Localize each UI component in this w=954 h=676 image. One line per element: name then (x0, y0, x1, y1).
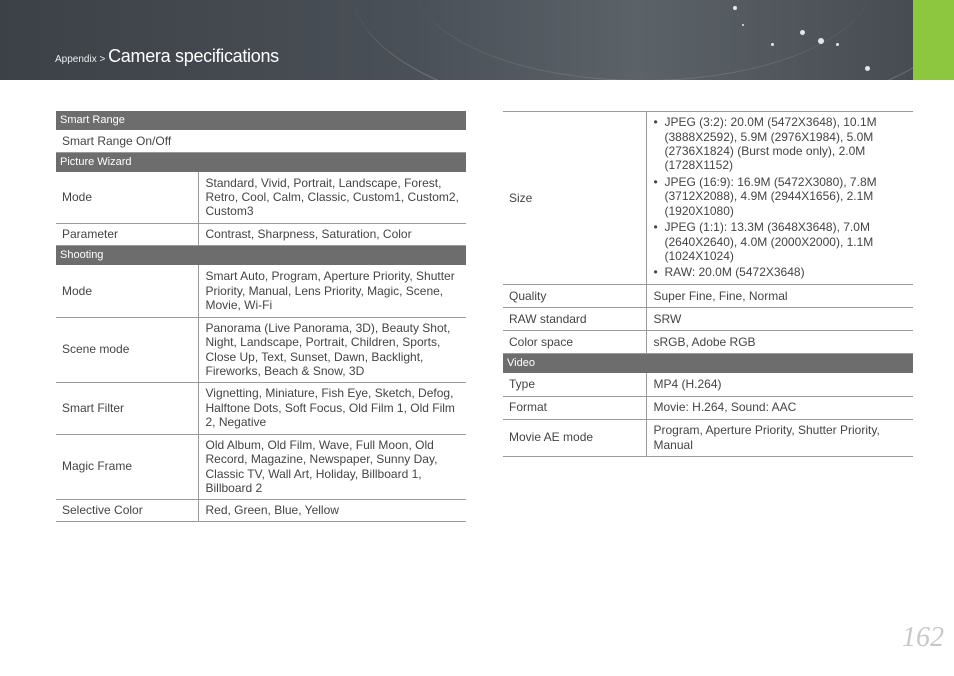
table-row (56, 172, 466, 224)
decorative-sparkle (836, 43, 839, 46)
decorative-sparkle (771, 43, 774, 46)
row-label: Movie AE mode (503, 419, 646, 456)
table-row (56, 317, 466, 382)
row-label: Selective Color (56, 499, 198, 521)
row-value: Contrast, Sharpness, Saturation, Color (198, 224, 466, 246)
table-row (503, 396, 913, 419)
table-row (56, 499, 466, 521)
section-header (503, 354, 913, 374)
row-label: Quality (503, 285, 646, 308)
row-value: Movie: H.264, Sound: AAC (646, 396, 913, 419)
section-header (56, 111, 466, 130)
header-banner (0, 0, 913, 80)
row-value: MP4 (H.264) (646, 373, 913, 396)
table-row (503, 112, 913, 285)
table-row (503, 331, 913, 354)
decorative-sparkle (818, 38, 824, 44)
section-header (56, 152, 466, 172)
list-item: • JPEG (1:1): 13.3M (3648X3648), 7.0M (2640X2640), 4.0M (2000X2000), 1.1M (1024X1024) (654, 220, 908, 263)
row-value: SRW (646, 308, 913, 331)
row-value: Smart Auto, Program, Aperture Priority, Shutter Priority, Manual, Lens Priority, Magic, Scene, Movie, Wi-Fi (198, 265, 466, 317)
table-row (503, 308, 913, 331)
row-value: Panorama (Live Panorama, 3D), Beauty Shot, Night, Landscape, Portrait, Children, Sports, Close Up, Text, Sunset, Dawn, Backlight, Fireworks, Beach & Snow, 3D (198, 317, 466, 382)
list-item: • JPEG (3:2): 20.0M (5472X3648), 10.1M (3888X2592), 5.9M (2976X1984), 5.0M (2736X1824) (Burst mode only), 2.0M (1728X1152) (654, 115, 908, 173)
table-row (56, 265, 466, 317)
row-label: Smart Range On/Off (56, 130, 466, 152)
section-title: Shooting (56, 246, 466, 266)
size-list (654, 115, 908, 279)
row-value: Red, Green, Blue, Yellow (198, 499, 466, 521)
row-label: Type (503, 373, 646, 396)
table-row (56, 130, 466, 152)
section-title: Picture Wizard (56, 152, 466, 172)
row-label: RAW standard (503, 308, 646, 331)
decorative-sparkle (800, 30, 805, 35)
list-item: • JPEG (16:9): 16.9M (5472X3080), 7.8M (3712X2088), 4.9M (2944X1656), 2.1M (1920X1080) (654, 175, 908, 218)
row-label: Format (503, 396, 646, 419)
table-row (56, 224, 466, 246)
row-label: Mode (56, 172, 198, 224)
row-value: Super Fine, Fine, Normal (646, 285, 913, 308)
breadcrumb-parent: Appendix > (55, 54, 109, 65)
row-value: Standard, Vivid, Portrait, Landscape, Forest, Retro, Cool, Calm, Classic, Custom1, Custom2, Custom3 (198, 172, 466, 224)
table-row (503, 419, 913, 456)
page-title: Camera specifications (108, 46, 279, 66)
decorative-sparkle (865, 66, 870, 71)
row-value: sRGB, Adobe RGB (646, 331, 913, 354)
table-row (56, 434, 466, 499)
right-spec-table (503, 111, 913, 457)
row-value: Old Album, Old Film, Wave, Full Moon, Old Record, Magazine, Newspaper, Sunny Day, Classic TV, Wall Art, Holiday, Billboard 1, Billboard 2 (198, 434, 466, 499)
row-label: Mode (56, 265, 198, 317)
row-value (646, 112, 913, 285)
table-row (56, 382, 466, 434)
breadcrumb (55, 46, 279, 67)
row-label: Smart Filter (56, 382, 198, 434)
row-value: Program, Aperture Priority, Shutter Priority, Manual (646, 419, 913, 456)
row-label: Magic Frame (56, 434, 198, 499)
row-label: Color space (503, 331, 646, 354)
decorative-sparkle (733, 6, 737, 10)
row-value: Vignetting, Miniature, Fish Eye, Sketch, Defog, Halftone Dots, Soft Focus, Old Film 1, Old Film 2, Negative (198, 382, 466, 434)
left-spec-table (56, 111, 466, 522)
table-row (503, 373, 913, 396)
decorative-sparkle (742, 24, 744, 26)
section-title: Video (503, 354, 913, 374)
page-number: 162 (902, 622, 944, 653)
section-title: Smart Range (56, 111, 466, 130)
row-label: Parameter (56, 224, 198, 246)
table-row (503, 285, 913, 308)
section-header (56, 246, 466, 266)
list-item: • RAW: 20.0M (5472X3648) (654, 265, 908, 279)
row-label: Size (503, 112, 646, 285)
row-label: Scene mode (56, 317, 198, 382)
chapter-tab (913, 0, 954, 80)
